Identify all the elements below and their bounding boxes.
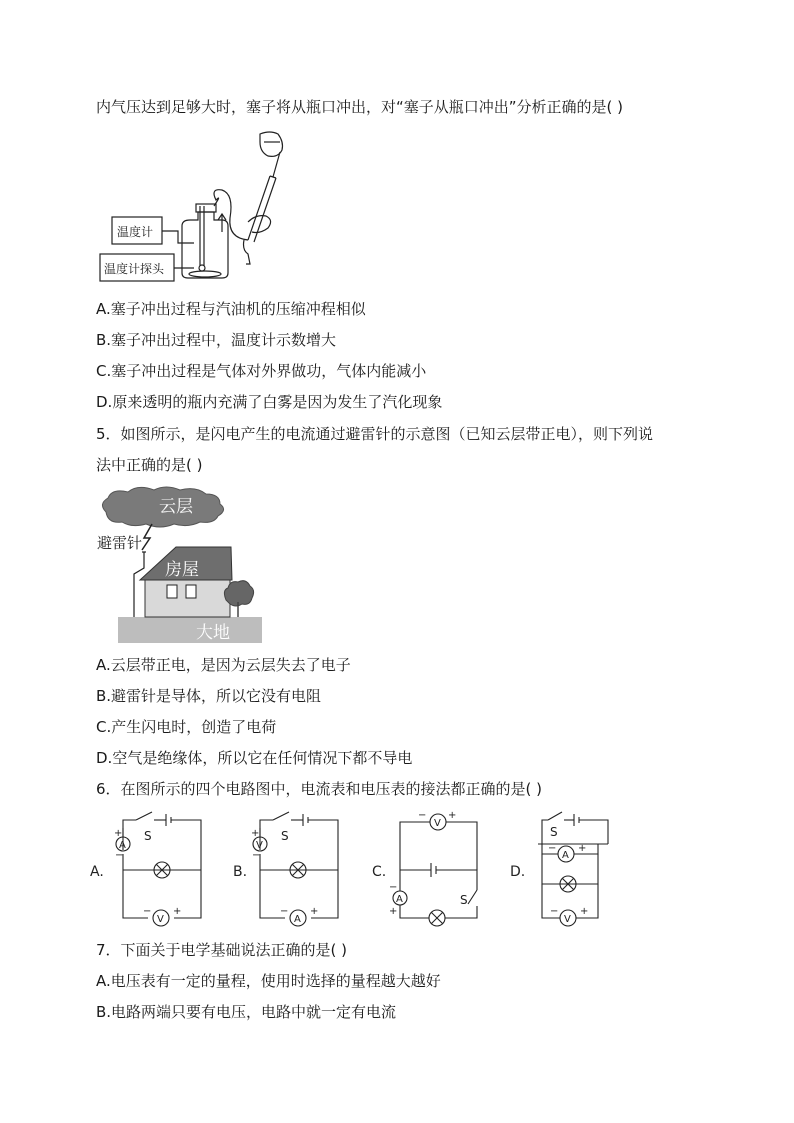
q4-figure [98, 128, 298, 288]
circuit-b [253, 812, 338, 926]
q6-stem: 6．在图所示的四个电路图中，电流表和电压表的接法都正确的是( ) [96, 780, 543, 798]
circuit-a-v-minus: − [143, 906, 152, 917]
circuit-d-ammeter: A [562, 850, 569, 861]
circuit-c-ammeter: A [396, 894, 403, 905]
house-label: 房屋 [165, 560, 199, 580]
circuit-b-minus: − [252, 850, 261, 861]
circuit-c-a-plus: + [389, 906, 398, 917]
q5-option-a: A.云层带正电，是因为云层失去了电子 [96, 656, 351, 674]
question-4-stem-tail: 内气压达到足够大时，塞子将从瓶口冲出，对“塞子从瓶口冲出”分析正确的是( ) [96, 98, 624, 116]
q7-option-a: A.电压表有一定的量程，使用时选择的量程越大越好 [96, 972, 441, 990]
circuit-a-voltmeter: V [157, 914, 164, 925]
circuit-d-letter: D. [510, 864, 526, 880]
circuit-d-v-minus: − [550, 906, 559, 917]
circuit-c-a-minus: − [389, 882, 398, 893]
circuit-c [393, 814, 477, 926]
q5-stem-line1: 5．如图所示，是闪电产生的电流通过避雷针的示意图（已知云层带正电），则下列说 [96, 425, 654, 443]
q7-option-b: B.电路两端只要有电压，电路中就一定有电流 [96, 1003, 397, 1021]
q5-option-c: C.产生闪电时，创造了电荷 [96, 718, 277, 736]
circuit-a-switch: S [144, 829, 152, 843]
circuit-c-letter: C. [372, 864, 387, 880]
cloud-label: 云层 [159, 497, 193, 517]
circuit-d [538, 812, 608, 926]
circuit-d-voltmeter: V [564, 914, 571, 925]
q4-option-d: D.原来透明的瓶内充满了白雾是因为发生了汽化现象 [96, 393, 443, 411]
q5-option-b: B.避雷针是导体，所以它没有电阻 [96, 687, 322, 705]
circuit-b-a-plus: + [310, 906, 319, 917]
circuit-c-switch: S [460, 893, 468, 907]
circuit-a-minus: − [115, 850, 124, 861]
thermometer-label: 温度计 [117, 225, 154, 239]
q4-option-c: C.塞子冲出过程是气体对外界做功，气体内能减小 [96, 362, 427, 380]
circuit-b-letter: B. [233, 864, 248, 880]
circuit-a-v-plus: + [173, 906, 182, 917]
circuit-a-plus: + [114, 828, 123, 839]
circuit-a-ammeter: A [119, 840, 126, 851]
circuit-d-v-plus: + [580, 906, 589, 917]
circuit-b-ammeter: A [294, 914, 301, 925]
circuit-b-voltmeter: V [256, 840, 263, 851]
circuit-b-a-minus: − [280, 906, 289, 917]
probe-label: 温度计探头 [104, 262, 165, 276]
q5-figure [96, 484, 266, 646]
circuit-c-v-plus: + [448, 810, 457, 821]
q7-stem: 7．下面关于电学基础说法正确的是( ) [96, 941, 348, 959]
q4-option-b: B.塞子冲出过程中，温度计示数增大 [96, 331, 337, 349]
q5-stem-line2: 法中正确的是( ) [96, 456, 203, 474]
circuit-d-a-minus: − [548, 843, 557, 854]
lightning-rod-label: 避雷针 [97, 534, 143, 552]
circuit-c-voltmeter: V [434, 818, 441, 829]
circuit-d-a-plus: + [578, 843, 587, 854]
q4-option-a: A.塞子冲出过程与汽油机的压缩冲程相似 [96, 300, 366, 318]
circuit-b-plus: + [251, 828, 260, 839]
ground-label: 大地 [196, 623, 230, 643]
q6-circuits [90, 806, 630, 928]
circuit-a-letter: A. [90, 864, 104, 880]
q5-option-d: D.空气是绝缘体，所以它在任何情况下都不导电 [96, 749, 413, 767]
circuit-d-switch: S [550, 825, 558, 839]
circuit-a [116, 812, 201, 926]
circuit-c-v-minus: − [418, 810, 427, 821]
circuit-b-switch: S [281, 829, 289, 843]
